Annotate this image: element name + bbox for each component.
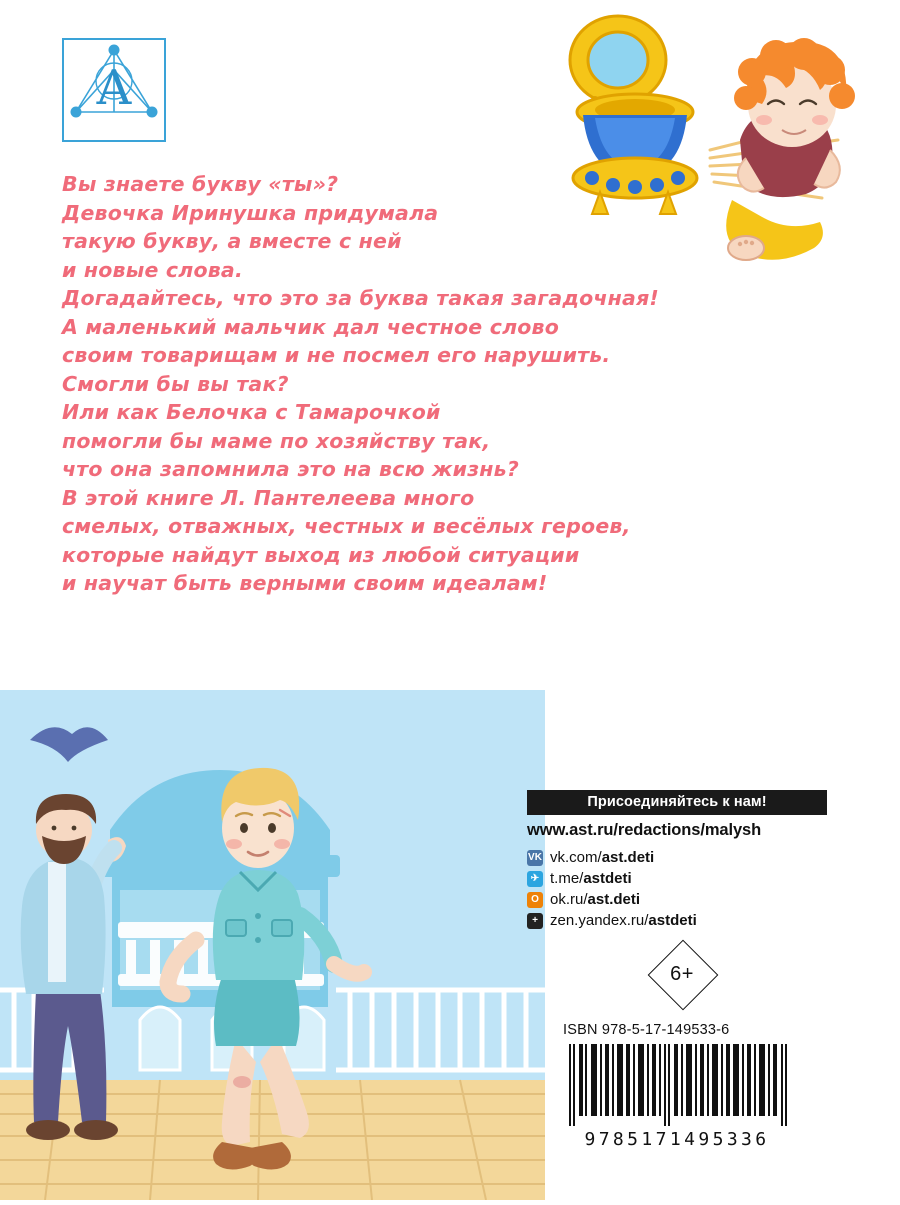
barcode-digits: 9785171495336 (584, 1129, 770, 1150)
illustration-boy-running-with-man (0, 690, 545, 1200)
social-link-prefix: vk.com/ (550, 849, 602, 866)
svg-text:A: A (96, 60, 132, 116)
blurb-line: Смогли бы вы так? (62, 371, 289, 396)
blurb-line: Догадайтесь, что это за буква такая загадочная! (62, 286, 659, 310)
zen-icon: + (527, 913, 543, 929)
social-link-prefix: ok.ru/ (550, 891, 588, 908)
blurb-line: помогли бы маме по хозяйству так, (62, 428, 491, 453)
telegram-icon: ✈ (527, 871, 543, 887)
social-link-zen[interactable] (527, 910, 827, 931)
blurb-line: и новые слова. (62, 257, 243, 282)
social-links-list (527, 847, 827, 931)
social-link-handle: ast.deti (601, 849, 655, 866)
isbn-label: ISBN 978-5-17-149533-6 (563, 1022, 730, 1038)
barcode (563, 1042, 791, 1150)
social-link-prefix: zen.yandex.ru/ (550, 912, 649, 929)
publisher-logo (62, 38, 166, 142)
blurb-line: которые найдут выход из любой ситуации (62, 542, 580, 567)
age-rating-label: 6+ (670, 962, 694, 985)
ok-icon: O (527, 892, 543, 908)
blurb-line: Девочка Иринушка придумала (62, 200, 439, 225)
isbn-block (563, 1022, 791, 1150)
vk-icon: VK (527, 850, 543, 866)
publisher-website[interactable]: www.ast.ru/redactions/malysh (527, 821, 762, 839)
back-cover-blurb (62, 170, 692, 598)
social-block (527, 790, 827, 931)
barcode-bars (563, 1042, 791, 1128)
blurb-line: А маленький мальчик дал честное слово (62, 314, 560, 339)
blurb-line: В этой книге Л. Пантелеева много (62, 485, 475, 510)
social-link-handle: astdeti (583, 870, 632, 887)
age-rating-badge (630, 940, 734, 1008)
blurb-line: и научат быть верными своим идеалам! (62, 571, 548, 595)
join-us-banner: Присоединяйтесь к нам! (527, 790, 827, 815)
social-link-handle: ast.deti (587, 891, 641, 908)
social-link-prefix: t.me/ (550, 870, 584, 887)
social-link-vk[interactable] (527, 847, 827, 868)
blurb-line: своим товарищам и не посмел его нарушить. (62, 343, 611, 367)
social-link-handle: astdeti (648, 912, 697, 929)
ast-logo-icon (64, 40, 164, 140)
blurb-line: что она запомнила это на всю жизнь? (62, 457, 519, 481)
social-link-telegram[interactable] (527, 868, 827, 889)
blurb-line: такую букву, а вместе с ней (62, 229, 402, 253)
blurb-line: Вы знаете букву «ты»? (62, 172, 339, 196)
blurb-line: Или как Белочка с Тамарочкой (62, 400, 441, 424)
social-link-ok[interactable] (527, 889, 827, 910)
blurb-line: смелых, отважных, честных и весёлых героев, (62, 514, 631, 538)
